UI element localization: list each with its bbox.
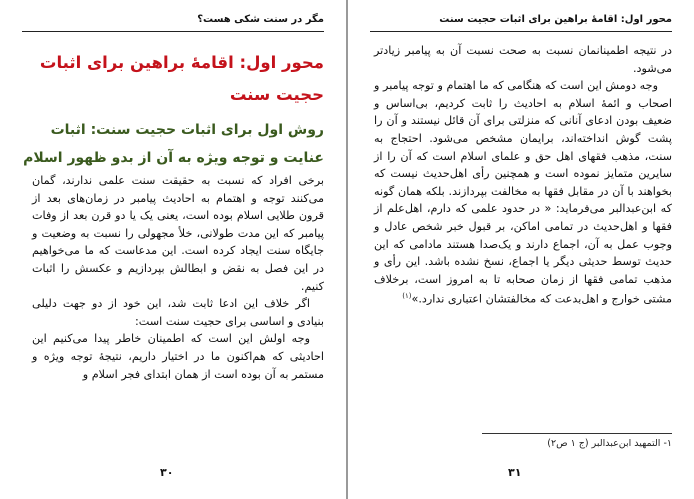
page-number: ۳۰ bbox=[160, 466, 174, 479]
subsection-title-line-2: عنایت و توجه ویژه به آن از بدو ظهور اسلام bbox=[23, 150, 324, 166]
running-header: محور اول: اقامۀ براهین برای اثبات حجیت سنت bbox=[439, 14, 672, 25]
running-header: مگر در سنت شکی هست؟ bbox=[197, 14, 324, 25]
paragraph: وجه اولش این است که اطمینان خاطر پیدا می‌کنیم این احادیثی که هم‌اکنون ما در اختیار داریم، نتیجۀ توجه ویژه و مستمر به آن بوده است از همان ابتدای فجر اسلام و bbox=[32, 332, 324, 381]
footnote-marker: (۱) bbox=[402, 292, 412, 301]
subsection-title-line-1: روش اول برای اثبات حجیت سنت: اثبات bbox=[50, 122, 324, 138]
section-title-line-1: محور اول: اقامۀ براهین برای اثبات bbox=[39, 53, 324, 72]
paragraph bbox=[374, 77, 672, 308]
header-rule bbox=[22, 31, 324, 32]
paragraph: اگر خلاف این ادعا ثابت شد، این خود از دو جهت دلیلی بنیادی و اساسی برای حجیت سنت است: bbox=[32, 297, 324, 328]
left-page bbox=[0, 0, 346, 499]
header-rule bbox=[370, 31, 672, 32]
paragraph: برخی افراد که نسبت به حقیقت سنت علمی ندارند، گمان می‌کنند توجه و اهتمام به احادیث پیامبر در زمان‌های بعد از قرون طلایی اسلام بوده است، یعنی یک یا دو قرن بعد از وفات پیامبر که این مدت طولانی، خلأ مجهولی را نسبت به وضعیت و جایگاه سنت ایجاد کرده است. این مدعاست که ما می‌خواهیم در این فصل به نقض و ابطالش بپردازیم و عکسش را اثبات کنیم. bbox=[32, 174, 324, 293]
right-body bbox=[374, 42, 672, 309]
page-number: ۳۱ bbox=[508, 466, 522, 479]
footnote-rule bbox=[482, 433, 672, 434]
paragraph: در نتیجه اطمینانمان نسبت به صحت نسبت آن به پیامبر زیادتر می‌شود. bbox=[374, 44, 672, 75]
left-body bbox=[32, 172, 324, 383]
footnote: ۱- التمهید ابن‌عبدالبر (ج ۱ ص۲) bbox=[547, 438, 672, 449]
right-page bbox=[348, 0, 694, 499]
section-title bbox=[22, 47, 324, 111]
paragraph-text: وجه دومش این است که هنگامی که ما اهتمام و توجه پیامبر و اصحاب و ائمۀ اسلام به احادیث را ثابت کردیم، بی‌اساس و ضعیف بودن ادعای آنانی که منزلتی برای آن قائل نیستند و آن را پشت گوش انداخته‌اند، برایمان مشخص می‌شود. احتجاج به سنت، مذهب فقهای اهل حق و علمای اسلام است که آن را از سایرین متمایز نموده است و همچنین رأی اهل‌حدیث نیست که بخواهند با آن در مقابل فقها به مخالفت بپردازند. بلکه همان گونه که ابن‌عبدالبر می‌فرماید: « در حدود علمی که دارم، اهل‌علم از فقها و اهل‌حدیث در تمامی اماکن، بر قبول خبر شخص عادل و وجوب عمل به آن، اجماع دارند و یک‌صدا هستند مادامی که این حدیث توسط حدیثی دیگر یا اجماع، نسخ نشده باشد. این رأی و مذهب تمامی فقها از زمان صحابه تا به امروز است، برخلاف مشتی خوارج و اهل‌بدعت که مخالفتشان اعتباری ندارد.» bbox=[374, 79, 672, 307]
subsection-title bbox=[22, 116, 324, 172]
section-title-line-2: حجیت سنت bbox=[229, 85, 324, 104]
